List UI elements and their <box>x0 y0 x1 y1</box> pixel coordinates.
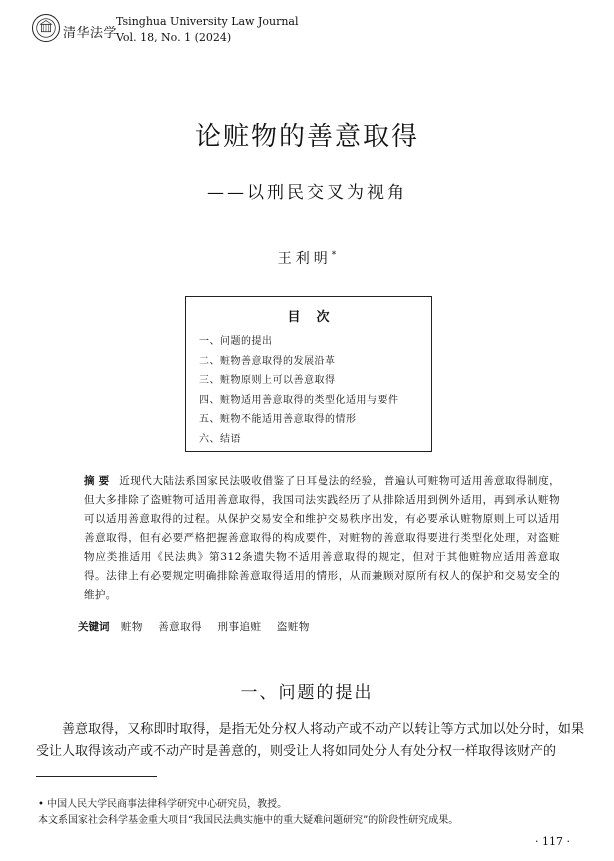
toc-item: 五、赃物不能适用善意取得的情形 <box>199 414 357 425</box>
article-title: 论赃物的善意取得 <box>194 122 419 152</box>
toc-item: 四、赃物适用善意取得的类型化适用与要件 <box>199 394 399 406</box>
author-footnote: • 中国人民大学民商事法律科学研究中心研究员，教授。 <box>38 799 288 810</box>
footnotes <box>38 797 578 829</box>
footnote-divider <box>36 776 157 777</box>
author-footnote-mark: * <box>331 250 337 261</box>
author-name: 王利明 <box>277 251 332 267</box>
toc-item: 三、赃物原则上可以善意取得 <box>199 375 336 386</box>
journal-brand-cn: 清华法学 <box>63 26 118 41</box>
toc-item: 一、问题的提出 <box>199 336 273 347</box>
keyword: 善意取得 <box>158 621 203 633</box>
toc-title: 目次 <box>287 310 346 325</box>
section-heading: 一、问题的提出 <box>240 683 374 703</box>
keyword: 盗赃物 <box>276 621 310 633</box>
toc-item: 二、赃物善意取得的发展沿革 <box>199 355 336 367</box>
tsinghua-seal-icon <box>32 14 60 42</box>
funding-footnote: 本文系国家社会科学基金重大项目“我国民法典实施中的重大疑难问题研究”的阶段性研究成果。 <box>38 815 459 826</box>
keyword: 刑事追赃 <box>217 621 262 633</box>
body-paragraph: 善意取得，又称即时取得，是指无处分权人将动产或不动产以转让等方式加以处分时，如果受让人取得该动产或不动产时是善意的，则受让人将如同处分人有处分权一样取得该财产的 <box>36 722 584 759</box>
abstract <box>84 472 560 605</box>
abstract-text: 近现代大陆法系国家民法吸收借鉴了日耳曼法的经验，普遍认可赃物可适用善意取得制度，但大多排除了盗赃物可适用善意取得，我国司法实践经历了从排除适用到例外适用，再到承认赃物可以适用善意取得的过程。从保护交易安全和维护交易秩序出发，有必要承认赃物原则上可以适用善意取得，但有必要严格把握善意取得的构成要件，对赃物的善意取得要进行类型化处理，对盗赃物应类推适用《民法典》第312条遗失物不适用善意取得的规定，但对于其他赃物应适用善意取得。法律上有必要规定明确排除善意取得适用的情形，从而兼顾对原所有权人的保护和交易安全的维护。 <box>84 475 561 601</box>
journal-volume: Vol. 18, No. 1 (2024) <box>116 31 232 44</box>
keywords <box>78 619 322 634</box>
journal-name-en: Tsinghua University Law Journal <box>116 15 299 28</box>
keywords-label: 关键词 <box>78 621 110 633</box>
author-line <box>0 248 614 268</box>
page-number: · 117 · <box>535 835 570 848</box>
abstract-label: 摘要 <box>84 475 114 487</box>
article-subtitle: ——以刑民交叉为视角 <box>207 183 407 203</box>
toc-list <box>199 332 399 449</box>
table-of-contents <box>185 296 432 452</box>
toc-item: 六、结语 <box>199 433 241 445</box>
keyword: 赃物 <box>120 621 143 633</box>
